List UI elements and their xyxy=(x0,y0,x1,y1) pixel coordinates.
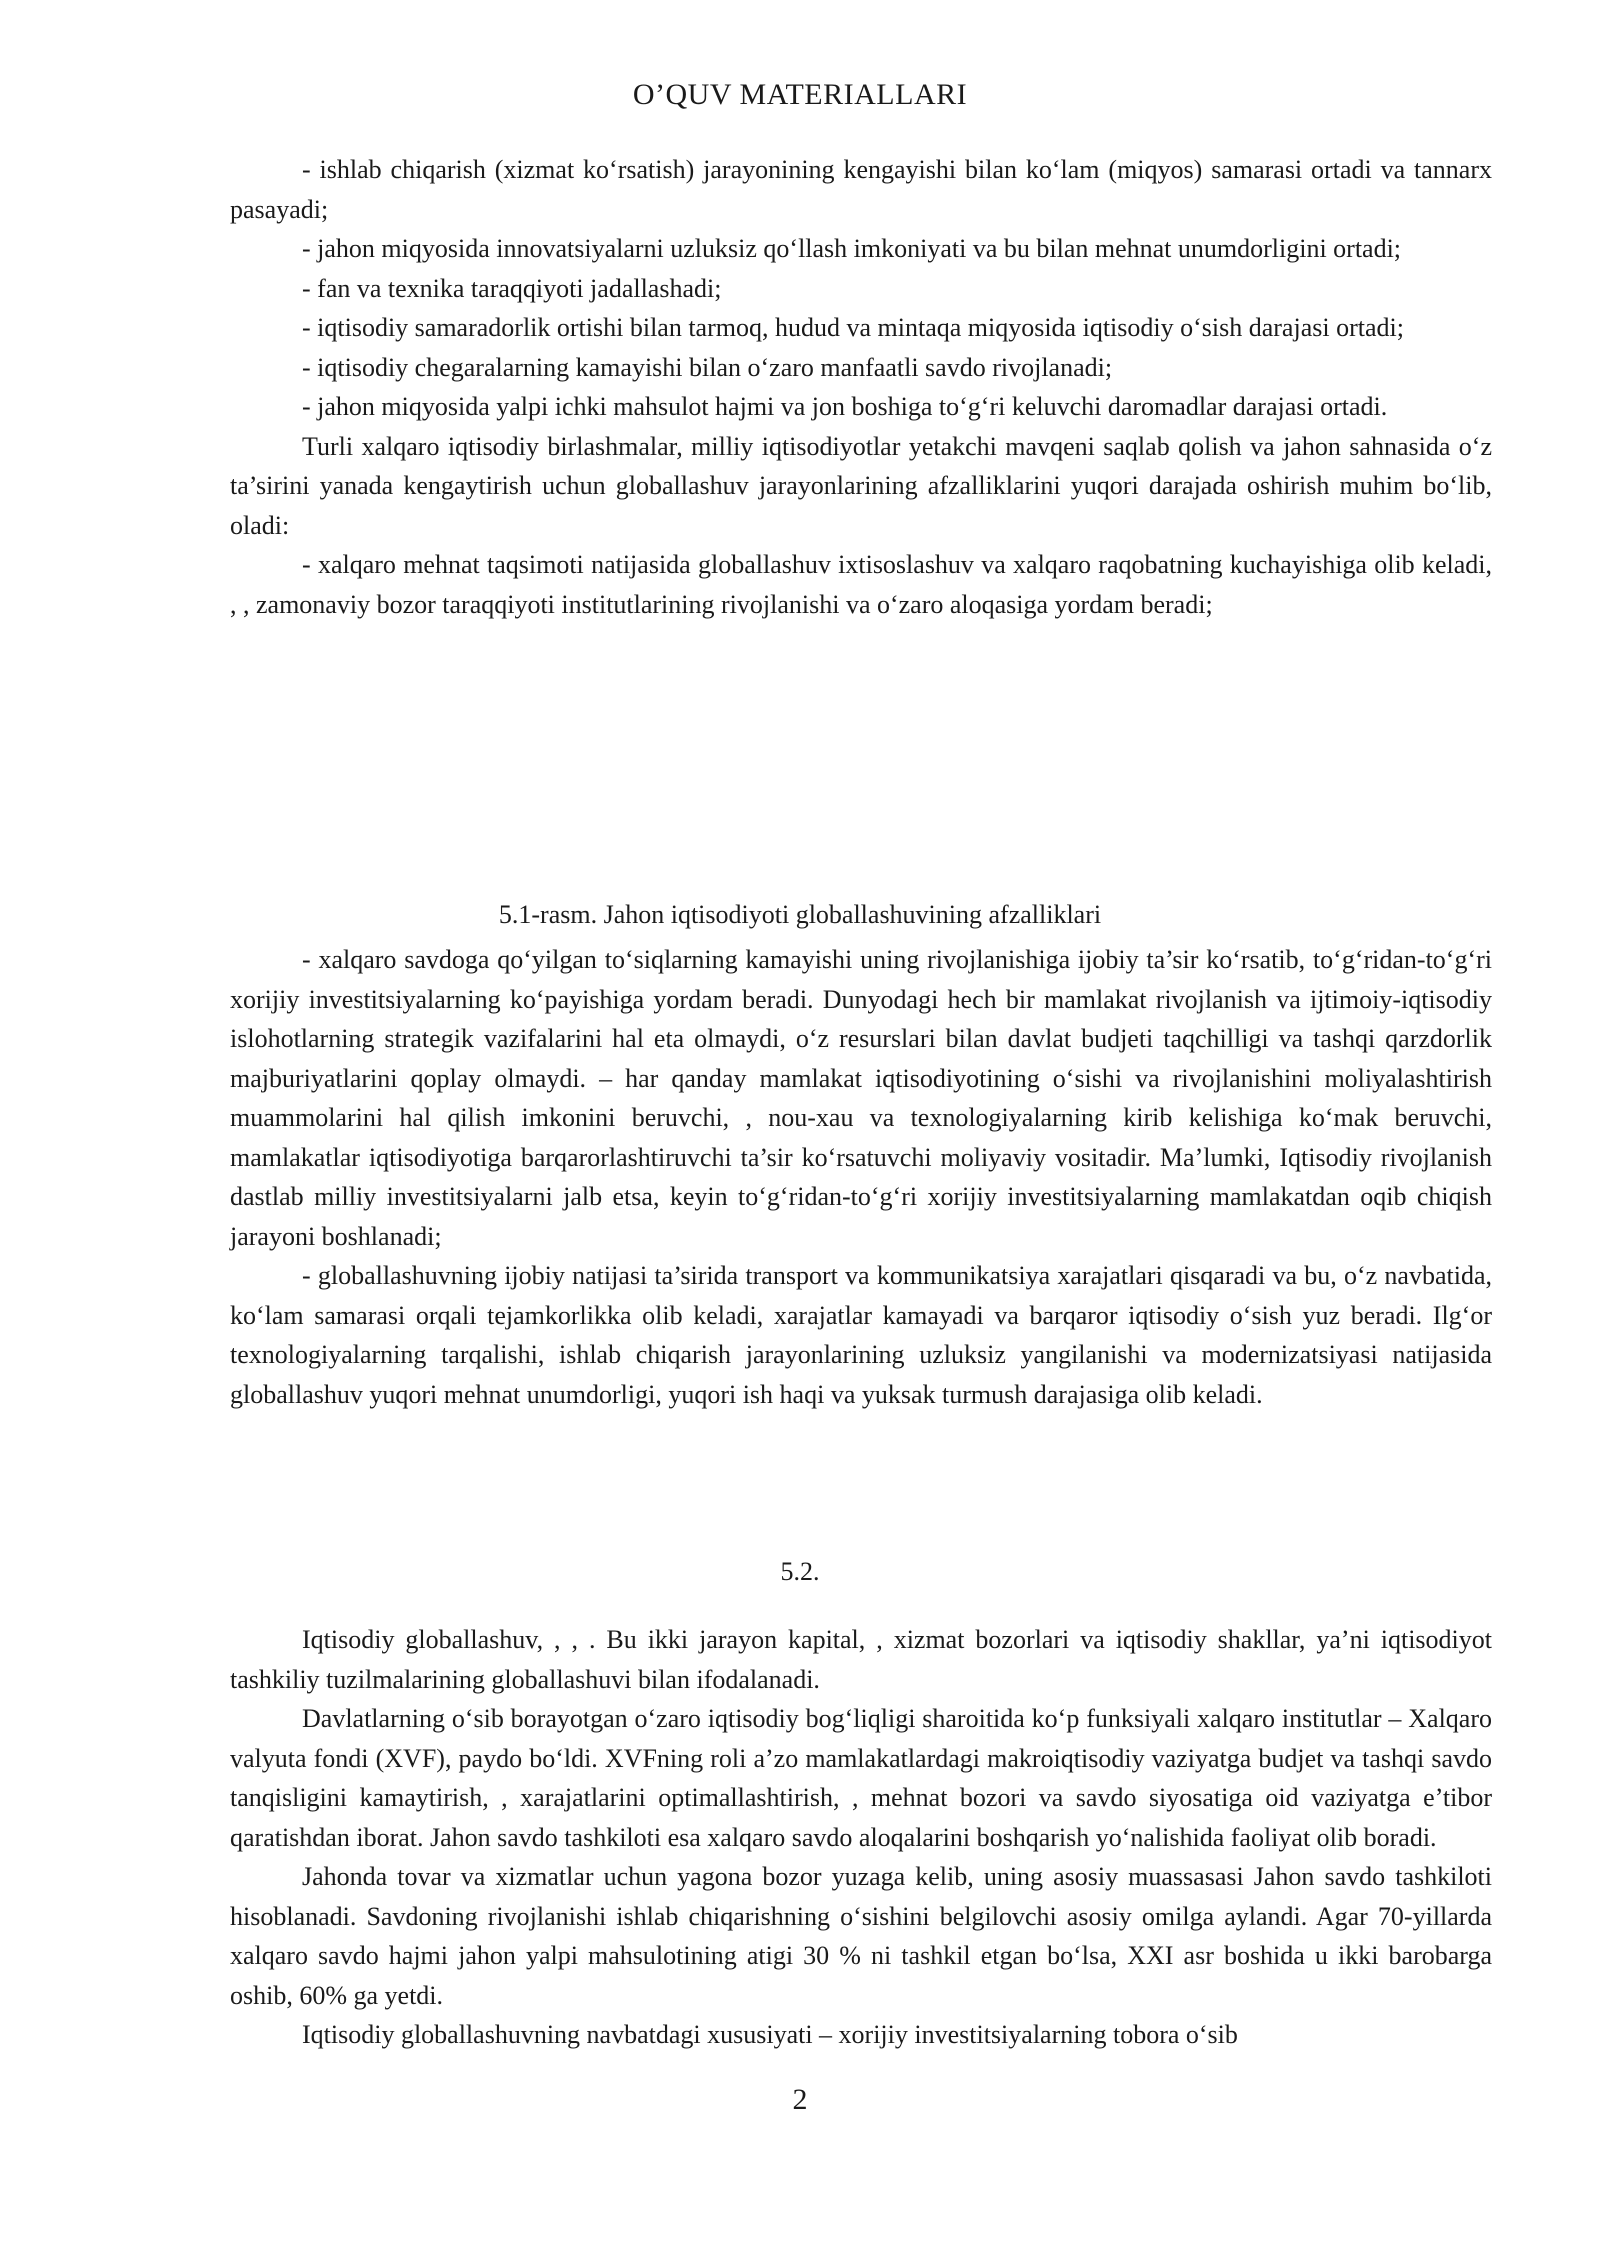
paragraph: Iqtisodiy globallashuv, , , . Bu ikki jarayon kapital, , xizmat bozorlari va iqtisodiy shakllar, ya’ni iqtisodiyot tashkiliy tuzilmalarining globallashuvi bilan ifodalanadi. xyxy=(230,1625,1492,1694)
paragraph: - xalqaro savdoga qo‘yilgan to‘siqlarning kamayishi uning rivojlanishiga ijobiy ta’sir ko‘rsatib, to‘g‘ridan-to‘g‘ri xorijiy investitsiyalarning ko‘payishiga yordam beradi. Dunyodagi hech bir mamlakat rivojlanish va ijtimoiy-iqtisodiy islohotlarning strategik vazifalarini hal eta olmaydi, o‘z resurslari bilan davlat budjeti taqchilligi va tashqi qarzdorlik majburiyatlarini qoplay olmaydi. – har qanday mamlakat iqtisodiyotining o‘sishi va rivojlanishini moliyalashtirish muammolarini hal qilish imkonini beruvchi, , nou-xau va texnologiyalarning kirib kelishiga ko‘mak beruvchi, mamlakatlar iqtisodiyotiga barqarorlashtiruvchi ta’sir ko‘rsatuvchi moliyaviy vositadir. Ma’lumki, Iqtisodiy rivojlanish dastlab milliy investitsiyalarni jalb etsa, keyin to‘g‘ridan-to‘g‘ri xorijiy investitsiyalarning mamlakatdan oqib chiqish jarayoni boshlanadi; xyxy=(230,945,1492,1251)
section-number: 5.2. xyxy=(780,1557,820,1586)
paragraph: - iqtisodiy samaradorlik ortishi bilan tarmoq, hudud va mintaqa miqyosida iqtisodiy o‘sish darajasi ortadi; xyxy=(302,313,1404,342)
paragraph: - iqtisodiy chegaralarning kamayishi bilan o‘zaro manfaatli savdo rivojlanadi; xyxy=(302,352,1113,382)
paragraph: - globallashuvning ijobiy natijasi ta’sirida transport va kommunikatsiya xarajatlari qisqaradi va bu, o‘z navbatida, ko‘lam samarasi orqali tejamkorlikka olib keladi, xarajatlar kamayadi va barqaror iqtisodiy o‘sish yuz beradi. Ilg‘or texnologiyalarning tarqalishi, ishlab chiqarish jarayonlarining uzluksiz yangilanishi va modernizatsiyasi natijasida globallashuv yuqori mehnat unumdorligi, yuqori ish haqi va yuksak turmush darajasiga olib keladi. xyxy=(230,1261,1492,1409)
figure-caption: 5.1-rasm. Jahon iqtisodiyoti globallashuvining afzalliklari xyxy=(498,900,1102,929)
page-header-title: O’QUV MATERIALLARI xyxy=(632,78,968,111)
paragraph: Davlatlarning o‘sib borayotgan o‘zaro iqtisodiy bog‘liqligi sharoitida ko‘p funksiyali xalqaro institutlar – Xalqaro valyuta fondi (XVF), paydo bo‘ldi. XVFning roli a’zo mamlakatlardagi makroiqtisodiy vaziyatga budjet va tashqi savdo tanqisligini kamaytirish, , xarajatlarini optimallashtirish, , mehnat bozori va savdo siyosatiga oid vaziyatga e’tibor qaratishdan iborat. Jahon savdo tashkiloti esa xalqaro savdo aloqalarini boshqarish yo‘nalishida faoliyat olib boradi. xyxy=(230,1704,1492,1852)
paragraph: Jahonda tovar va xizmatlar uchun yagona bozor yuzaga kelib, uning asosiy muassasasi Jahon savdo tashkiloti hisoblanadi. Savdoning rivojlanishi ishlab chiqarishning o‘sishini belgilovchi asosiy omilga aylandi. Agar 70-yillarda xalqaro savdo hajmi jahon yalpi mahsulotining atigi 30 % ni tashkil etgan bo‘lsa, XXI asr boshida u ikki barobarga oshib, 60% ga yetdi. xyxy=(230,1862,1492,2010)
figure-placeholder xyxy=(230,790,1492,885)
text-block-section-5-2 xyxy=(230,1620,1492,2055)
paragraph: Turli xalqaro iqtisodiy birlashmalar, milliy iqtisodiyotlar yetakchi mavqeni saqlab qolish va jahon sahnasida o‘z ta’sirini yanada kengaytirish uchun globallashuv jarayonlarining afzalliklarini yuqori darajada oshirish muhim bo‘lib, oladi: xyxy=(230,431,1492,540)
page-number: 2 xyxy=(792,2083,808,2116)
text-block-advantages-list xyxy=(230,150,1492,624)
paragraph: - fan va texnika taraqqiyoti jadallashadi; xyxy=(302,273,722,303)
paragraph: - jahon miqyosida yalpi ichki mahsulot hajmi va jon boshiga to‘g‘ri keluvchi daromadlar darajasi ortadi. xyxy=(302,392,1388,421)
text-block-trade-investment xyxy=(230,940,1492,1414)
paragraph: - ishlab chiqarish (xizmat ko‘rsatish) jarayonining kengayishi bilan ko‘lam (miqyos) samarasi ortadi va tannarx pasayadi; xyxy=(230,155,1492,224)
paragraph: - xalqaro mehnat taqsimoti natijasida globallashuv ixtisoslashuv va xalqaro raqobatning kuchayishiga olib keladi, , , zamonaviy bozor taraqqiyoti institutlarining rivojlanishi va o‘zaro aloqasiga yordam beradi; xyxy=(230,550,1492,619)
paragraph: Iqtisodiy globallashuvning navbatdagi xususiyati – xorijiy investitsiyalarning tobora o‘sib xyxy=(302,2020,1238,2049)
paragraph: - jahon miqyosida innovatsiyalarni uzluksiz qo‘llash imkoniyati va bu bilan mehnat unumdorligini ortadi; xyxy=(302,234,1402,263)
